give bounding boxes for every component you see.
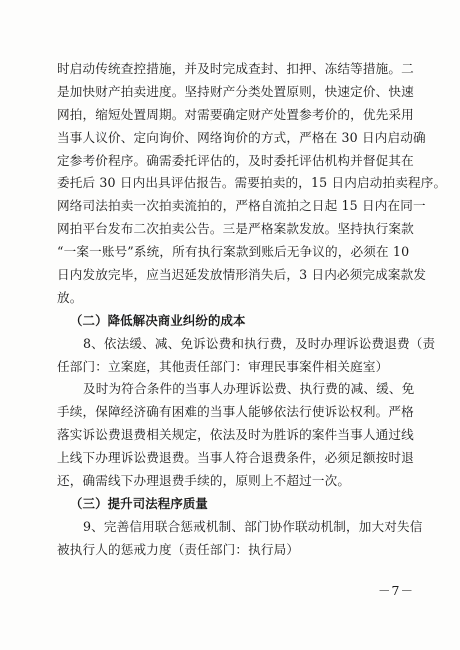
section-heading: （三）提升司法程序质量: [70, 495, 208, 511]
document-body: [57, 58, 447, 562]
paragraph-line: 落实诉讼费退费相关规定，依法及时为胜诉的案件当事人通过线: [57, 427, 414, 443]
paragraph-line: 当事人议价、定向询价、网络询价的方式，严格在 30 日内启动确: [57, 129, 426, 145]
paragraph-line: 任部门：立案庭，其他责任部门：审理民事案件相关庭室）: [57, 358, 389, 374]
section-heading: （二）降低解决商业纠纷的成本: [70, 312, 246, 328]
paragraph-line: 手续，保障经济确有困难的当事人能够依法行使诉讼权利。严格: [57, 404, 414, 420]
paragraph-line: 网拍平台发布二次拍卖公告。三是严格案款发放。坚持执行案款: [57, 221, 414, 237]
paragraph-line: 时启动传统查控措施，并及时完成查封、扣押、冻结等措施。二: [57, 61, 414, 76]
paragraph-line: 委托后 30 日内出具评估报告。需要拍卖的，15 日内启动拍卖程序。: [57, 175, 447, 191]
paragraph-line: 被执行人的惩戒力度（责任部门：执行局）: [57, 541, 300, 557]
paragraph-line: 放。: [57, 289, 83, 305]
paragraph-line: “一案一账号”系统，所有执行案款到账后无争议的，必须在 10: [57, 244, 410, 260]
paragraph-line: 网拍，缩短处置周期。对需要确定财产处置参考价的，优先采用: [57, 106, 414, 122]
paragraph-line: 还，确需线下办理退费手续的，原则上不超过一次。: [57, 473, 351, 489]
paragraph-line: 是加快财产拍卖进度。坚持财产分类处置原则，快速定价、快速: [57, 83, 414, 99]
paragraph-line: 9、完善信用联合惩戒机制、部门协作联动机制，加大对失信: [83, 518, 423, 534]
paragraph-line: 日内发放完毕，应当迟延发放情形消失后，3 日内必须完成案款发: [57, 267, 427, 283]
page-number: －7－: [378, 583, 414, 598]
paragraph-line: 8、依法缓、减、免诉讼费和执行费，及时办理诉讼费退费（责: [83, 335, 436, 351]
paragraph-line: 及时为符合条件的当事人办理诉讼费、执行费的减、缓、免: [83, 381, 415, 397]
paragraph-line: 上线下办理诉讼费退费。当事人符合退费条件，必须足额按时退: [57, 450, 414, 466]
paragraph-line: 网络司法拍卖一次拍卖流拍的，严格自流拍之日起 15 日内在同一: [57, 198, 426, 214]
paragraph-line: 定参考价程序。确需委托评估的，及时委托评估机构并督促其在: [57, 152, 414, 168]
